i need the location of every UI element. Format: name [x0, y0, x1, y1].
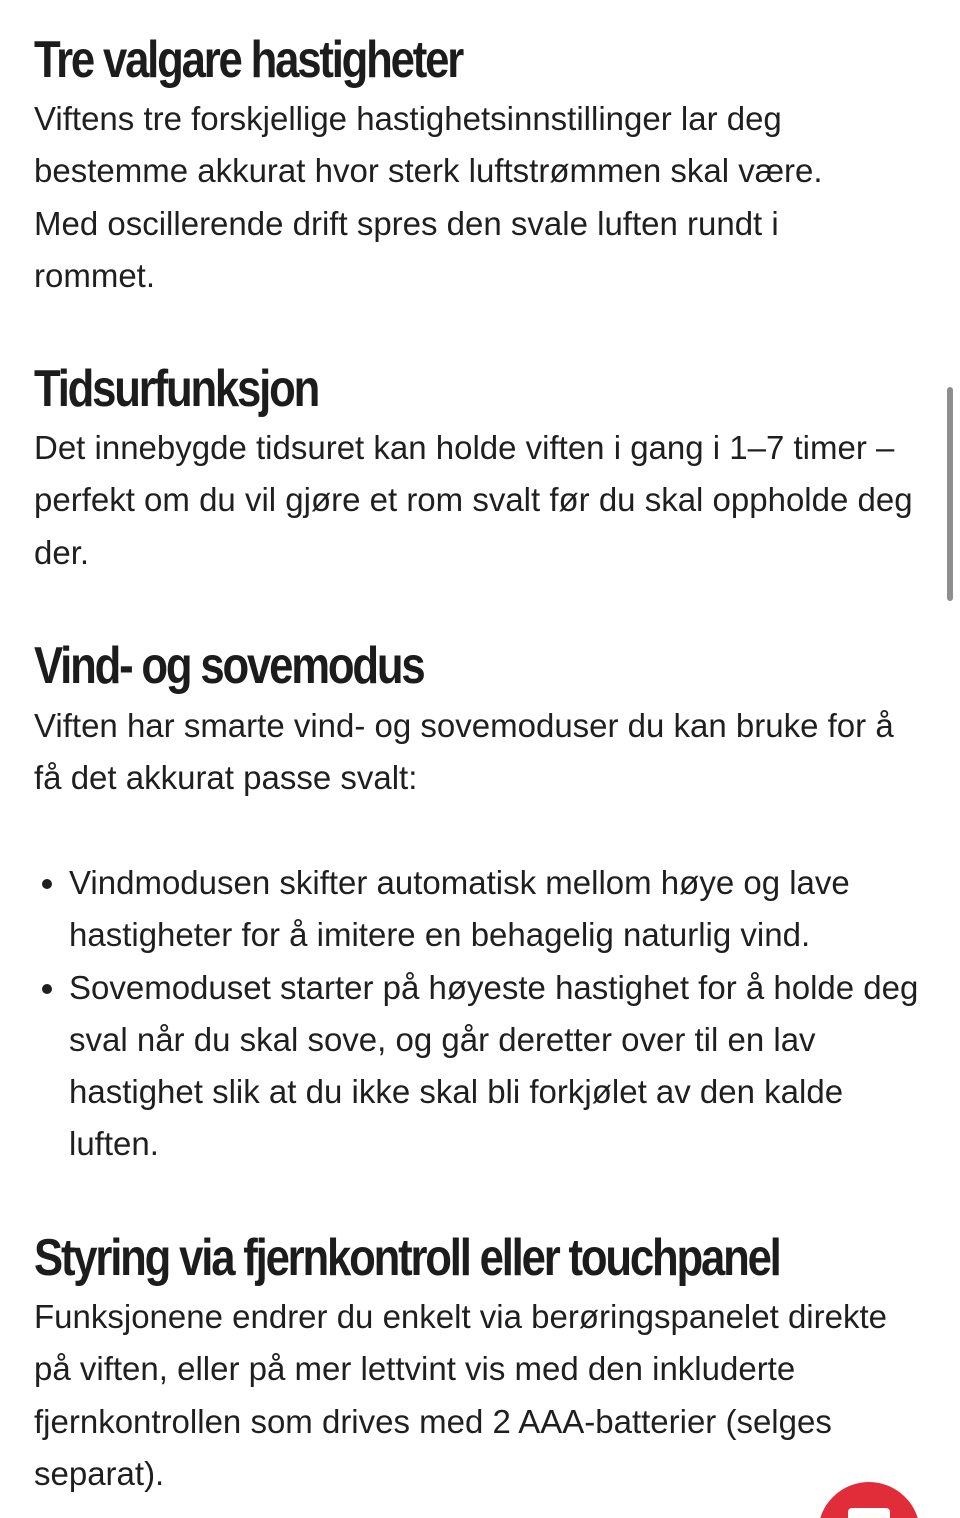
paragraph-control: Funksjonene endrer du enkelt via berøringspanelet direkte på viften, eller på mer lettvint vis med den inkluderte fjernkontrollen som drives med 2 AAA-batterier (selges separat). [34, 1298, 888, 1492]
heading-wind-sleep-mode: Vind- og sovemodus [34, 637, 424, 695]
heading-control: Styring via fjernkontroll eller touchpanel [34, 1229, 780, 1287]
paragraph-speeds: Viftens tre forskjellige hastighetsinnstillinger lar deg bestemme akkurat hvor sterk luftstrømmen skal være. Med oscillerende drift spres den svale luften rundt i rommet. [34, 100, 823, 294]
paragraph-timer: Det innebygde tidsuret kan holde viften i gang i 1–7 timer – perfekt om du vil gjøre et rom svalt før du skal oppholde deg der. [34, 429, 913, 571]
scrollbar[interactable] [947, 387, 953, 601]
heading-timer: Tidsurfunksjon [34, 360, 319, 418]
heading-speeds: Tre valgare hastigheter [34, 31, 463, 89]
list-item: • Sovemoduset starter på høyeste hastighet for å holde deg sval når du skal sove, og går deretter over til en lav hastighet slik at du ikke skal bli forkjølet av den kalde luften. [69, 962, 929, 1171]
list-item: • Vindmodusen skifter automatisk mellom høye og lave hastigheter for å imitere en behagelig naturlig vind. [69, 857, 929, 962]
mode-list [34, 857, 929, 1171]
paragraph-wind-sleep-mode: Viften har smarte vind- og sovemoduser du kan bruke for å få det akkurat passe svalt: [34, 707, 894, 797]
chat-icon [848, 1508, 890, 1518]
